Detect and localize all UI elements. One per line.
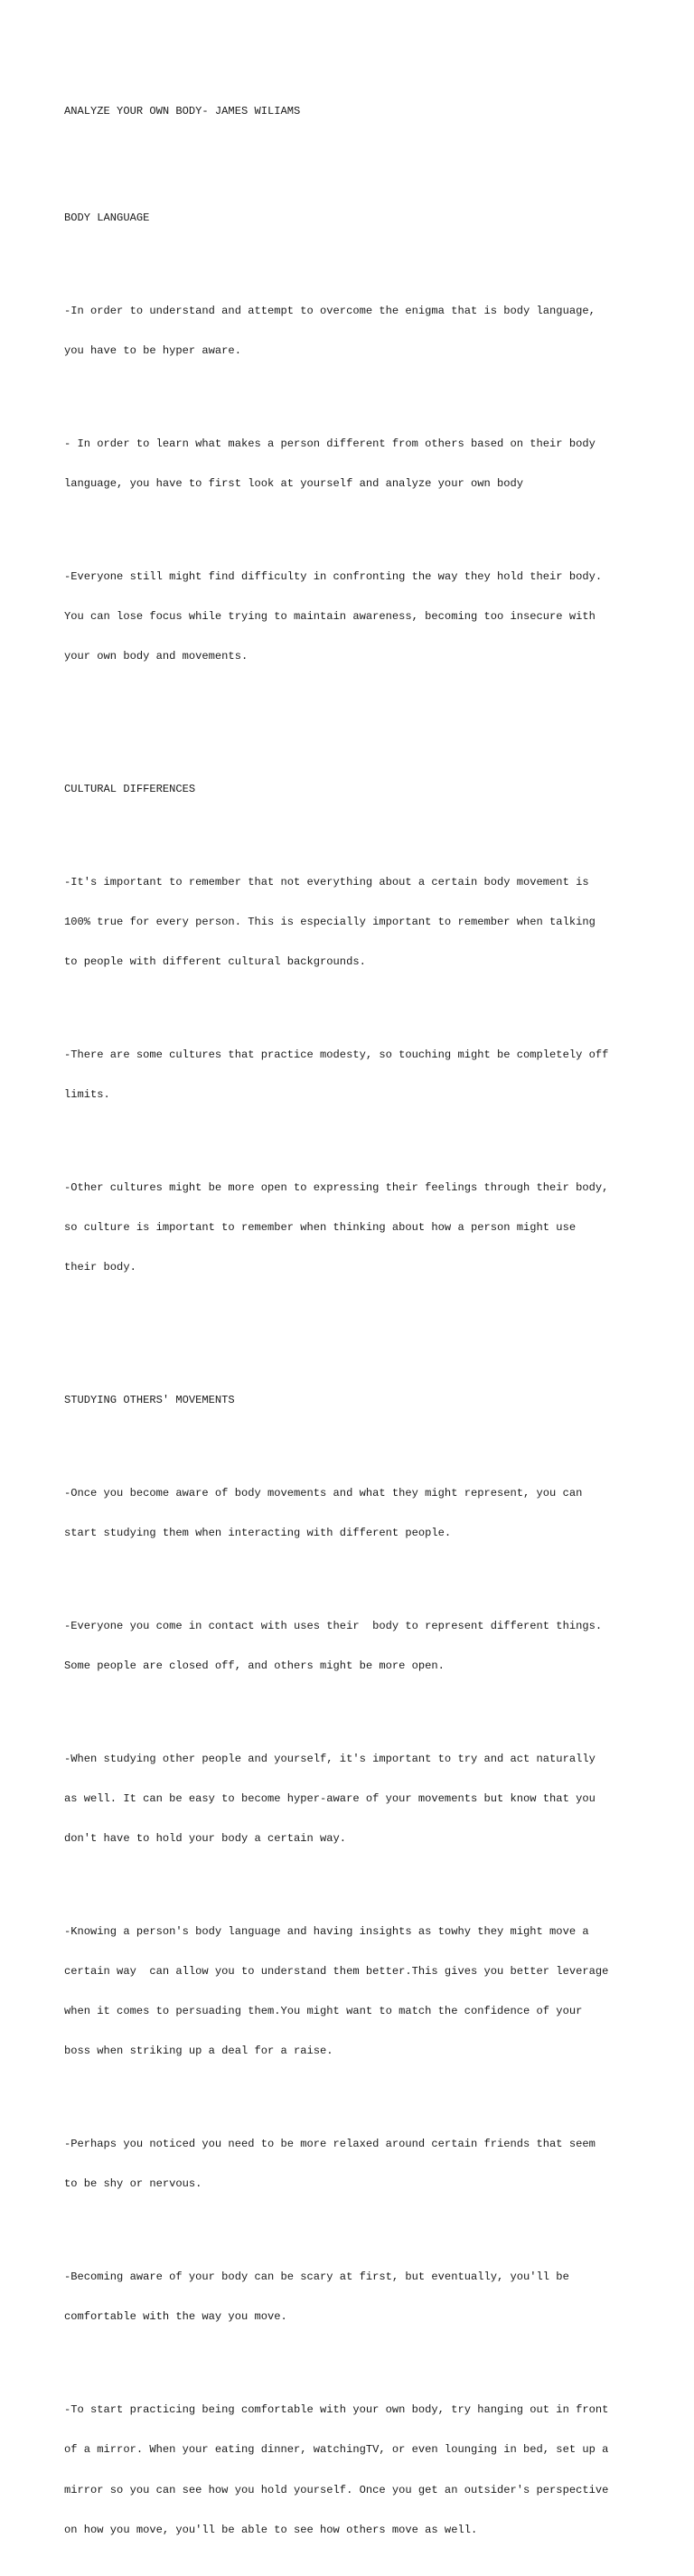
spacer [64, 251, 642, 265]
paragraph-line: 100% true for every person. This is especially important to remember when talking [64, 915, 596, 928]
section-heading-body-language: BODY LANGUAGE [64, 211, 150, 224]
spacer [64, 823, 642, 836]
paragraph-line: -Once you become aware of body movements and what they might represent, you can [64, 1486, 583, 1500]
spacer [64, 1872, 642, 1885]
paragraph-line: to be shy or nervous. [64, 2177, 202, 2191]
document-body [64, 65, 642, 2576]
paragraph-line: when it comes to persuading them.You might want to match the confidence of your [64, 2005, 583, 2018]
paragraph-line: -Becoming aware of your body can be scary at first, but eventually, you'll be [64, 2270, 569, 2284]
paragraph-line: -Other cultures might be more open to expressing their feelings through their body, [64, 1180, 609, 1194]
paragraph-line: so culture is important to remember when thinking about how a person might use [64, 1220, 577, 1234]
spacer [64, 1566, 642, 1580]
spacer [64, 517, 642, 531]
paragraph-line: -In order to understand and attempt to overcome the enigma that is body language, [64, 304, 596, 317]
spacer [64, 145, 642, 158]
paragraph-line: as well. It can be easy to become hyper-aware of your movements but know that you [64, 1792, 596, 1806]
spacer [64, 1434, 642, 1447]
paragraph-line: don't have to hold your body a certain way. [64, 1832, 347, 1846]
spacer [64, 1699, 642, 1713]
paragraph-line: -It's important to remember that not everything about a certain body movement is [64, 875, 589, 888]
paragraph-line: -When studying other people and yourself, it's important to try and act naturally [64, 1752, 596, 1765]
paragraph-line: - In order to learn what makes a person different from others based on their body [64, 437, 596, 450]
document-title: ANALYZE YOUR OWN BODY- JAMES WILIAMS [64, 105, 301, 118]
paragraph-line: -Everyone you come in contact with uses their body to represent different things. [64, 1619, 603, 1632]
paragraph-line: to people with different cultural backgrounds. [64, 954, 366, 968]
paragraph-line: certain way can allow you to understand them better.This gives you better leverage [64, 1965, 609, 1979]
spacer [64, 2218, 642, 2232]
paragraph-line: boss when striking up a deal for a raise. [64, 2045, 333, 2058]
section-spacer [64, 1301, 642, 1340]
paragraph-line: mirror so you can see how you hold yourself. Once you get an outsider's perspective [64, 2483, 609, 2496]
paragraph-line: start studying them when interacting with different people. [64, 1527, 452, 1539]
paragraph-line: -Knowing a person's body language and having insights as towhy they might move a [64, 1925, 589, 1939]
section-heading-cultural-differences: CULTURAL DIFFERENCES [64, 782, 196, 795]
spacer [64, 2351, 642, 2364]
paragraph-line: of a mirror. When your eating dinner, watchingTV, or even lounging in bed, set up a [64, 2443, 609, 2457]
paragraph-line: comfortable with the way you move. [64, 2310, 287, 2324]
paragraph-line: Some people are closed off, and others might be more open. [64, 1659, 445, 1673]
paragraph-line: on how you move, you'll be able to see how others move as well. [64, 2523, 478, 2536]
paragraph-line: -To start practicing being comfortable with your own body, try hanging out in front [64, 2403, 609, 2417]
section-spacer [64, 690, 642, 729]
paragraph-line: your own body and movements. [64, 649, 249, 663]
paragraph-line: you have to be hyper aware. [64, 343, 241, 357]
spacer [64, 1128, 642, 1142]
section-heading-studying-others-movements: STUDYING OTHERS' MOVEMENTS [64, 1393, 235, 1406]
paragraph-line: limits. [64, 1087, 110, 1101]
paragraph-line: -Everyone still might find difficulty in confronting the way they hold their body. [64, 569, 603, 583]
spacer [64, 384, 642, 398]
paragraph-line: -Perhaps you noticed you need to be more relaxed around certain friends that seem [64, 2138, 596, 2151]
paragraph-line: You can lose focus while trying to maintain awareness, becoming too insecure with [64, 609, 596, 623]
spacer [64, 995, 642, 1009]
paragraph-line: their body. [64, 1261, 136, 1274]
paragraph-line: language, you have to first look at yourself and analyze your own body [64, 476, 524, 490]
spacer [64, 2084, 642, 2098]
paragraph-line: -There are some cultures that practice modesty, so touching might be completely off [64, 1048, 609, 1061]
